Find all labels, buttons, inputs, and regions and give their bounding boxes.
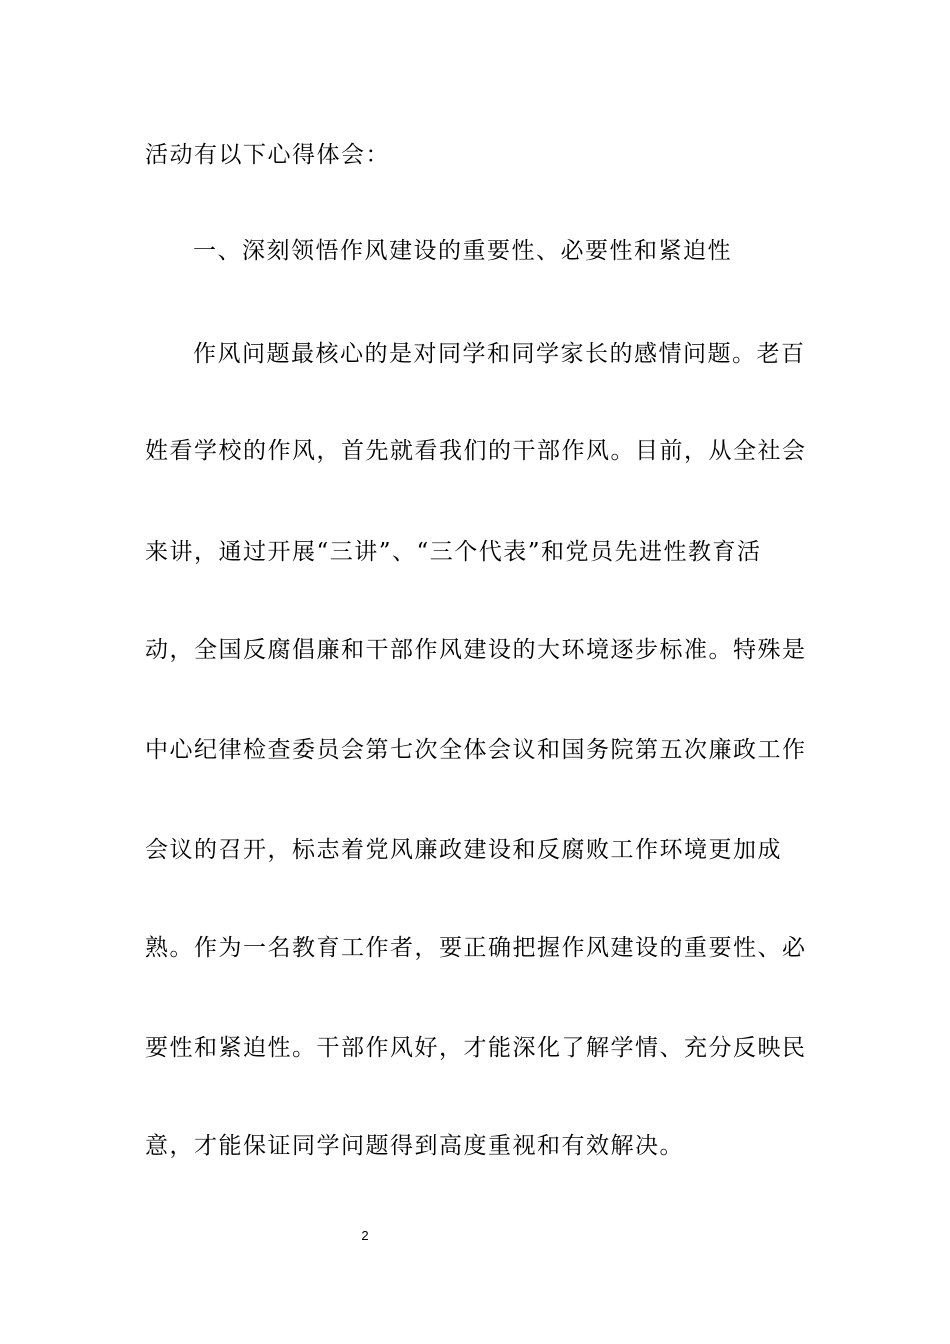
paragraph-line: 作风问题最核心的是对同学和同学家长的感情问题。老百	[193, 341, 806, 367]
paragraph-line: 中心纪律检查委员会第七次全体会议和国务院第五次廉政工作	[145, 737, 807, 763]
paragraph-line: 意，才能保证同学问题得到高度重视和有效解决。	[145, 1133, 684, 1159]
page-number: 2	[361, 1228, 369, 1243]
section-heading: 一、深刻领悟作风建设的重要性、必要性和紧迫性	[193, 238, 732, 264]
paragraph-line: 熟。作为一名教育工作者，要正确把握作风建设的重要性、必	[145, 935, 807, 961]
paragraph-line: 姓看学校的作风，首先就看我们的干部作风。目前，从全社会	[145, 438, 807, 464]
paragraph-line: 活动有以下心得体会：	[145, 142, 390, 168]
paragraph-line: 要性和紧迫性。干部作风好，才能深化了解学情、充分反映民	[145, 1035, 807, 1061]
paragraph-line: 会议的召开，标志着党风廉政建设和反腐败工作环境更加成	[145, 837, 782, 863]
paragraph-line: 动，全国反腐倡廉和干部作风建设的大环境逐步标准。特殊是	[145, 637, 807, 663]
paragraph-line: 来讲，通过开展“三讲”、“三个代表”和党员先进性教育活	[145, 539, 762, 565]
